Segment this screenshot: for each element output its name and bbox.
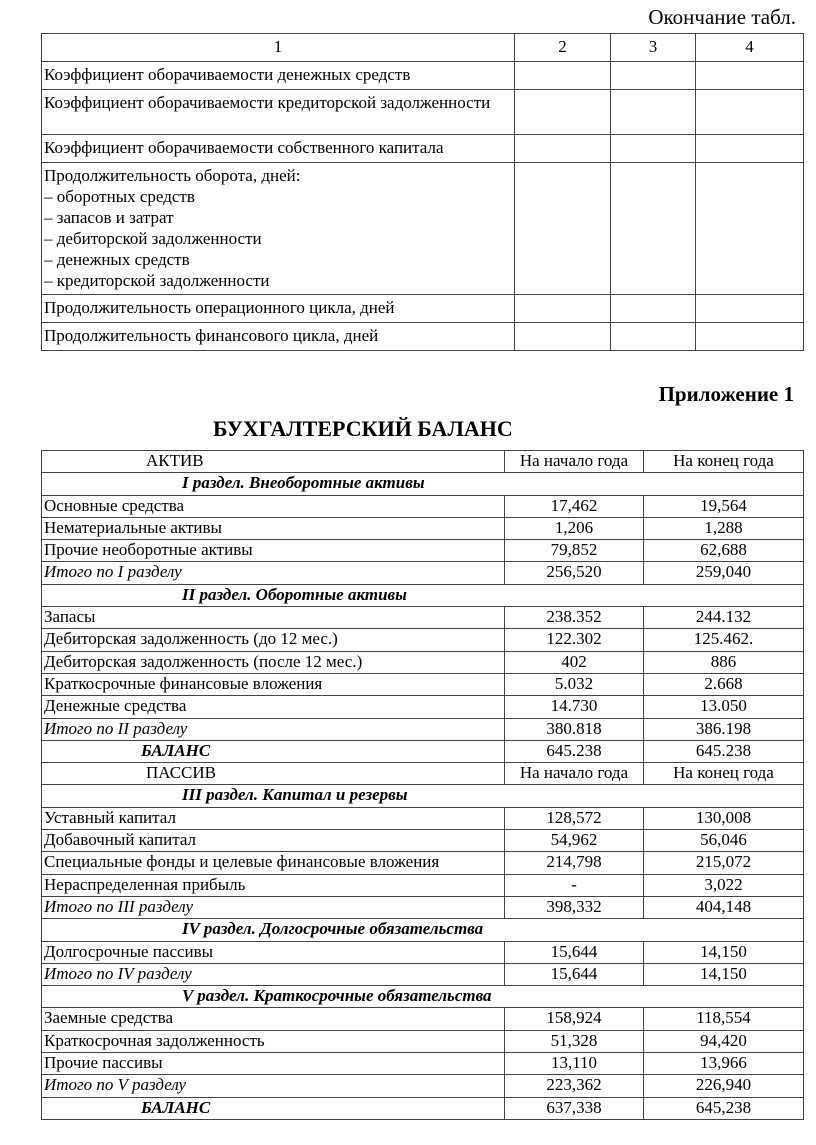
table-row [42,1030,804,1052]
total-name: Итого по IV разделу [42,963,505,985]
end-value: 14,150 [644,941,804,963]
table-row [42,830,804,852]
item-name: Нематериальные активы [42,517,505,539]
balance-sheet-table [41,450,804,1120]
table-row [42,540,804,562]
section-2-title: II раздел. Оборотные активы [42,584,804,606]
cell-col3 [611,135,696,163]
section-heading-row [42,919,804,941]
section-3-title: III раздел. Капитал и резервы [42,785,804,807]
item-name: Денежные средства [42,696,505,718]
start-value: 645.238 [505,740,644,762]
table-row [42,874,804,896]
row-label: Продолжительность операционного цикла, дней [42,295,515,323]
start-value: 15,644 [505,941,644,963]
total-name: Итого по V разделу [42,1075,505,1097]
end-value: 19,564 [644,495,804,517]
table-row [42,62,804,90]
start-value: 14.730 [505,696,644,718]
balance-label: БАЛАНС [42,740,505,762]
section-heading-row [42,986,804,1008]
item-name: Краткосрочная задолженность [42,1030,505,1052]
balance-sheet-title: БУХГАЛТЕРСКИЙ БАЛАНС [213,416,513,441]
sub-item: – денежных средств [44,250,190,269]
total-name: Итого по III разделу [42,896,505,918]
item-name: Запасы [42,607,505,629]
cell-col2 [515,135,611,163]
section-4-title: IV раздел. Долгосрочные обязательства [42,919,804,941]
end-value: 226,940 [644,1075,804,1097]
row-label: Коэффициент оборачиваемости собственного капитала [42,135,515,163]
cell-col3 [611,90,696,135]
start-value: 15,644 [505,963,644,985]
item-name: Добавочный капитал [42,830,505,852]
end-value: 1,288 [644,517,804,539]
start-value: 79,852 [505,540,644,562]
table-row [42,323,804,351]
continuation-label: Окончание табл. [648,5,796,29]
end-value: 215,072 [644,852,804,874]
item-name: Уставный капитал [42,807,505,829]
cell-col3 [611,323,696,351]
start-value: 1,206 [505,517,644,539]
table-row [42,1008,804,1030]
end-value: 118,554 [644,1008,804,1030]
table-row [42,852,804,874]
end-of-year-header: На конец года [644,763,804,785]
table-row [42,495,804,517]
cell-col4 [696,135,804,163]
start-value: 398,332 [505,896,644,918]
start-value: 238.352 [505,607,644,629]
section-total-row [42,562,804,584]
sub-item: – кредиторской задолженности [44,271,270,290]
cell-col2 [515,90,611,135]
cell-col2 [515,62,611,90]
balance-label: БАЛАНС [42,1097,505,1119]
section-total-row [42,1075,804,1097]
start-value: 54,962 [505,830,644,852]
end-value: 2.668 [644,673,804,695]
total-name: Итого по I разделу [42,562,505,584]
start-value: 214,798 [505,852,644,874]
start-value: 256,520 [505,562,644,584]
liability-balance-row [42,1097,804,1119]
end-value: 404,148 [644,896,804,918]
end-value: 13.050 [644,696,804,718]
appendix-label: Приложение 1 [658,382,794,406]
end-value: 386.198 [644,718,804,740]
start-value: 402 [505,651,644,673]
end-of-year-header: На конец года [644,451,804,473]
asset-balance-row [42,740,804,762]
row-label: Коэффициент оборачиваемости кредиторской задолженности [42,90,515,135]
column-header-2: 2 [515,34,611,62]
item-name: Специальные фонды и целевые финансовые вложения [42,852,505,874]
cell-col4 [696,163,804,295]
section-heading-row [42,584,804,606]
item-name: Краткосрочные финансовые вложения [42,673,505,695]
table-row [42,807,804,829]
section-total-row [42,896,804,918]
cell-col4 [696,62,804,90]
table-row [42,607,804,629]
sub-item: – дебиторской задолженности [44,229,262,248]
end-value: 94,420 [644,1030,804,1052]
table-row [42,135,804,163]
item-name: Дебиторская задолженность (после 12 мес.) [42,651,505,673]
start-value: 637,338 [505,1097,644,1119]
item-name: Прочие необоротные активы [42,540,505,562]
start-value: 128,572 [505,807,644,829]
end-value: 130,008 [644,807,804,829]
asset-header-row [42,451,804,473]
end-value: 14,150 [644,963,804,985]
asset-header: АКТИВ [42,451,505,473]
start-of-year-header: На начало года [505,451,644,473]
end-value: 244.132 [644,607,804,629]
cell-col3 [611,163,696,295]
cell-col4 [696,323,804,351]
section-total-row [42,718,804,740]
start-value: 122.302 [505,629,644,651]
cell-col3 [611,62,696,90]
start-value: 17,462 [505,495,644,517]
row-label: Коэффициент оборачиваемости денежных средств [42,62,515,90]
section-heading-row [42,785,804,807]
cell-col3 [611,295,696,323]
start-value: 51,328 [505,1030,644,1052]
cell-col4 [696,295,804,323]
start-value: - [505,874,644,896]
table-row [42,163,804,295]
table-row [42,517,804,539]
item-name: Заемные средства [42,1008,505,1030]
end-value: 56,046 [644,830,804,852]
start-of-year-header: На начало года [505,763,644,785]
row-label-group [42,163,515,295]
start-value: 380.818 [505,718,644,740]
table-row [42,651,804,673]
table-row [42,629,804,651]
table-row [42,941,804,963]
cell-col2 [515,163,611,295]
turnover-ratios-table [41,33,804,351]
start-value: 223,362 [505,1075,644,1097]
end-value: 62,688 [644,540,804,562]
sub-item: – оборотных средств [44,187,195,206]
end-value: 3,022 [644,874,804,896]
end-value: 125.462. [644,629,804,651]
column-header-3: 3 [611,34,696,62]
row-label: Продолжительность оборота, дней: [44,166,301,185]
item-name: Нераспределенная прибыль [42,874,505,896]
cell-col4 [696,90,804,135]
table-header-row [42,34,804,62]
column-header-1: 1 [42,34,515,62]
item-name: Долгосрочные пассивы [42,941,505,963]
sub-item: – запасов и затрат [44,208,174,227]
liability-header: ПАССИВ [42,763,505,785]
start-value: 5.032 [505,673,644,695]
cell-col2 [515,295,611,323]
table-row [42,673,804,695]
table-row [42,1053,804,1075]
table-row [42,696,804,718]
start-value: 13,110 [505,1053,644,1075]
end-value: 645.238 [644,740,804,762]
section-heading-row [42,473,804,495]
section-total-row [42,963,804,985]
table-row [42,295,804,323]
section-5-title: V раздел. Краткосрочные обязательства [42,986,804,1008]
row-label: Продолжительность финансового цикла, дней [42,323,515,351]
end-value: 886 [644,651,804,673]
total-name: Итого по II разделу [42,718,505,740]
end-value: 13,966 [644,1053,804,1075]
item-name: Прочие пассивы [42,1053,505,1075]
end-value: 259,040 [644,562,804,584]
table-row [42,90,804,135]
item-name: Дебиторская задолженность (до 12 мес.) [42,629,505,651]
liability-header-row [42,763,804,785]
start-value: 158,924 [505,1008,644,1030]
item-name: Основные средства [42,495,505,517]
end-value: 645,238 [644,1097,804,1119]
section-1-title: I раздел. Внеоборотные активы [42,473,804,495]
cell-col2 [515,323,611,351]
column-header-4: 4 [696,34,804,62]
